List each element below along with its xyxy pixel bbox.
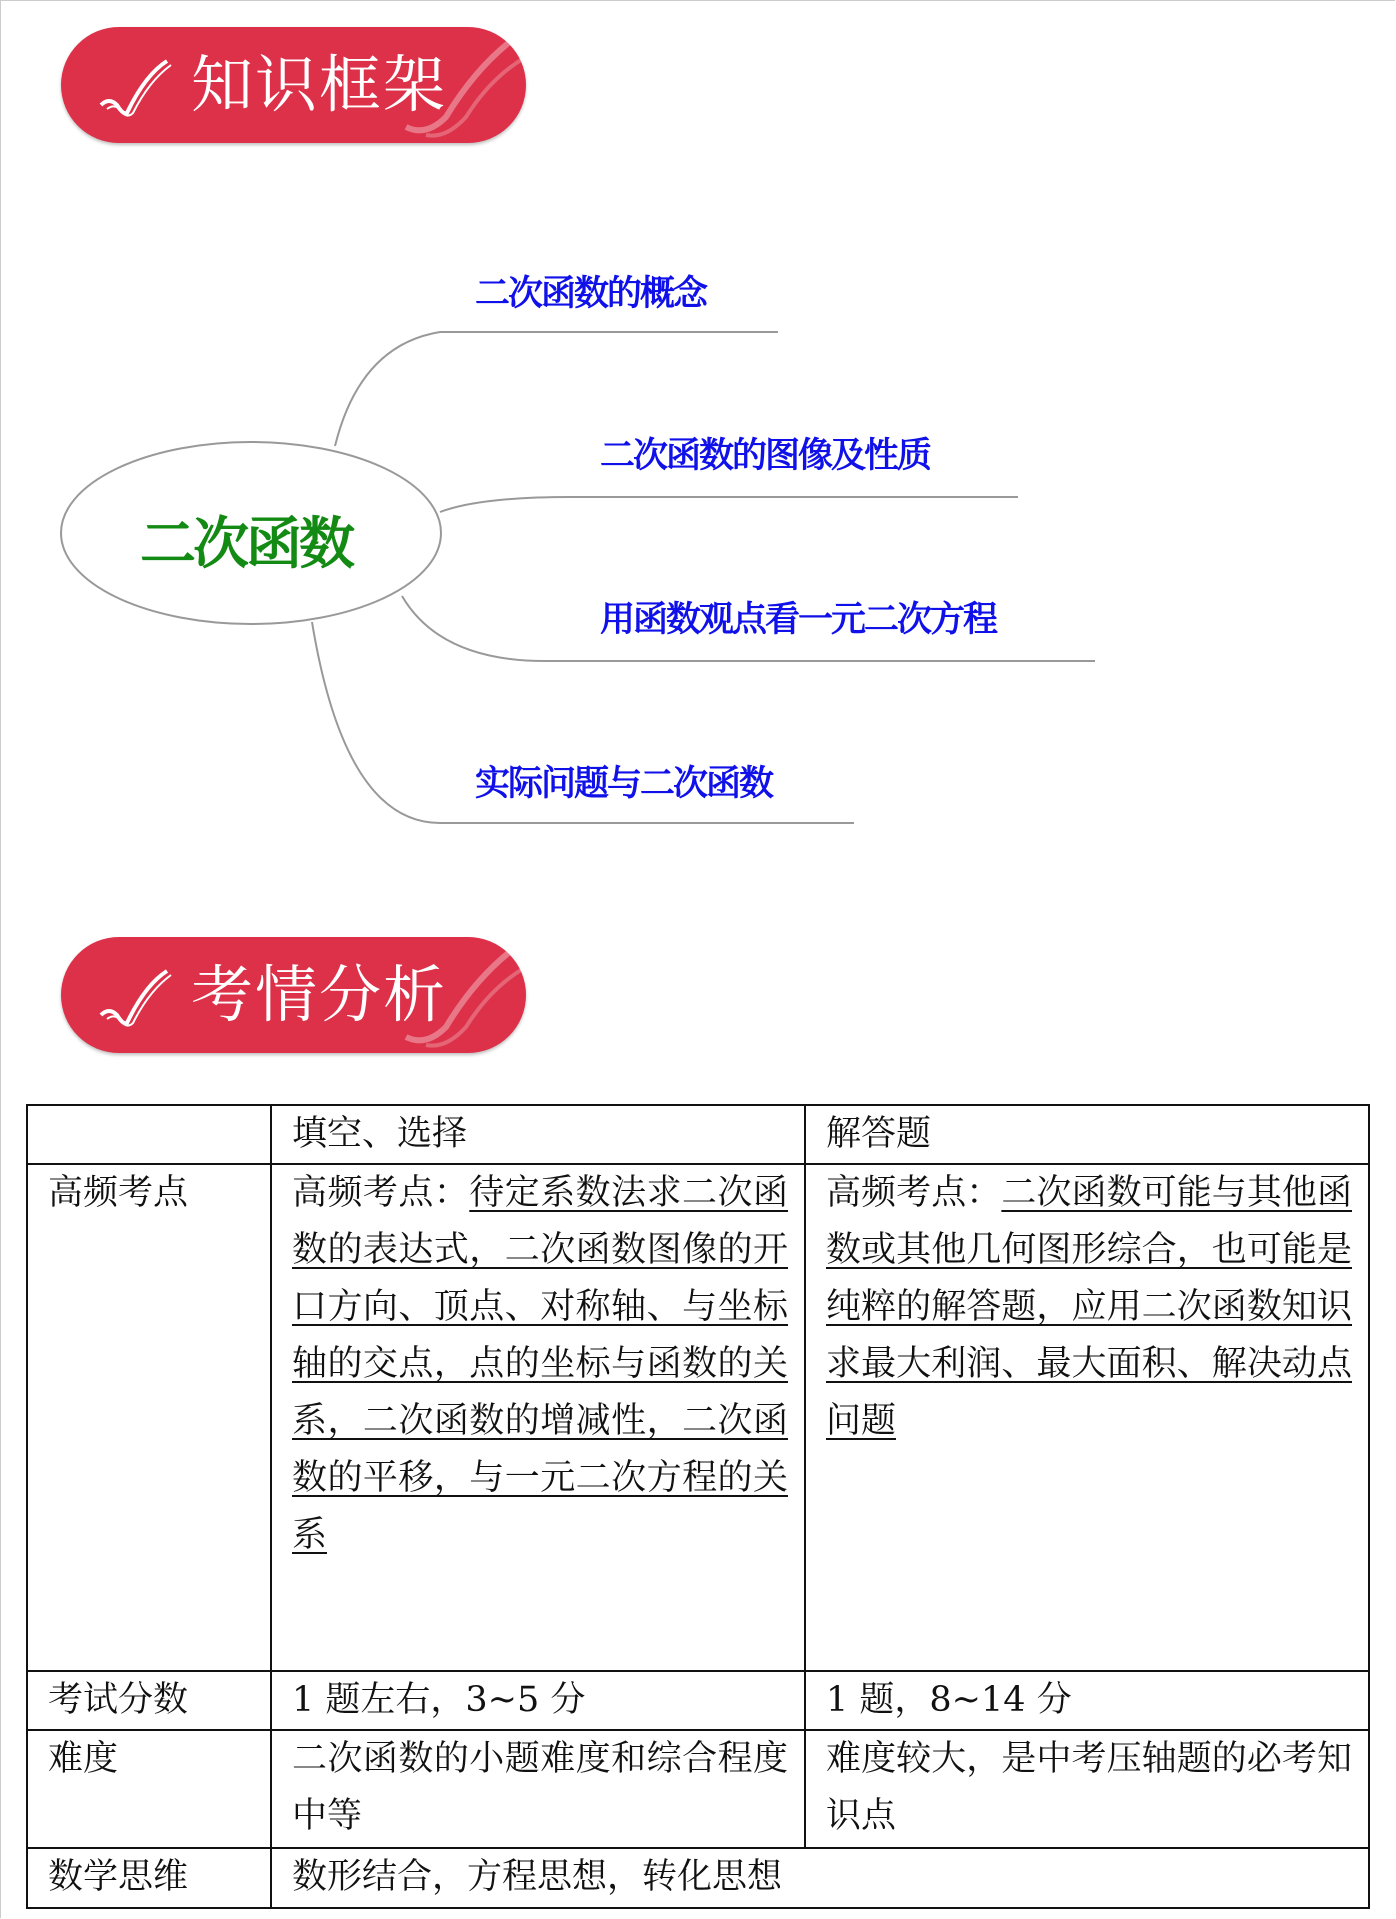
cell: 数形结合，方程思想，转化思想 <box>271 1848 1369 1908</box>
center-node-label: 二次函数 <box>140 512 352 577</box>
row-label: 数学思维 <box>27 1848 271 1908</box>
section-banner-analysis <box>61 937 526 1053</box>
underlined-text: 二次函数可能与其他函数或其他几何图形综合，也可能是纯粹的解答题，应用二次函数知识求最大利润、最大面积、解决动点问题 <box>826 1173 1352 1441</box>
header-cell: 解答题 <box>805 1105 1369 1164</box>
cell-prefix: 高频考点： <box>826 1173 1002 1213</box>
branch-concept: 二次函数的概念 <box>475 274 707 314</box>
branch-equation-view: 用函数观点看一元二次方程 <box>600 600 997 640</box>
checkmark-icon <box>95 965 175 1035</box>
branch-practical-problems: 实际问题与二次函数 <box>475 764 773 804</box>
table-row <box>27 1848 1369 1908</box>
table-row <box>27 1730 1369 1848</box>
section-title: 知识框架 <box>191 48 448 121</box>
branch-graph-properties: 二次函数的图像及性质 <box>600 436 931 476</box>
header-cell <box>27 1105 271 1164</box>
row-label: 考试分数 <box>27 1671 271 1730</box>
cell <box>805 1164 1369 1671</box>
decoration-icon <box>386 937 526 1053</box>
cell: 二次函数的小题难度和综合程度中等 <box>271 1730 805 1848</box>
table-row <box>27 1671 1369 1730</box>
cell: 难度较大，是中考压轴题的必考知识点 <box>805 1730 1369 1848</box>
cell: 1 题左右，3~5 分 <box>271 1671 805 1730</box>
table-row <box>27 1164 1369 1671</box>
row-label: 难度 <box>27 1730 271 1848</box>
exam-analysis-table <box>26 1104 1370 1909</box>
underlined-text: 待定系数法求二次函数的表达式，二次函数图像的开口方向、顶点、对称轴、与坐标轴的交点，点的坐标与函数的关系，二次函数的增减性，二次函数的平移，与一元二次方程的关系 <box>292 1173 788 1555</box>
cell <box>271 1164 805 1671</box>
row-label: 高频考点 <box>27 1164 271 1671</box>
section-title: 考情分析 <box>191 958 448 1031</box>
cell-prefix: 高频考点： <box>292 1173 470 1213</box>
table-header-row <box>27 1105 1369 1164</box>
header-cell: 填空、选择 <box>271 1105 805 1164</box>
cell: 1 题，8~14 分 <box>805 1671 1369 1730</box>
branch-line <box>440 497 1018 512</box>
